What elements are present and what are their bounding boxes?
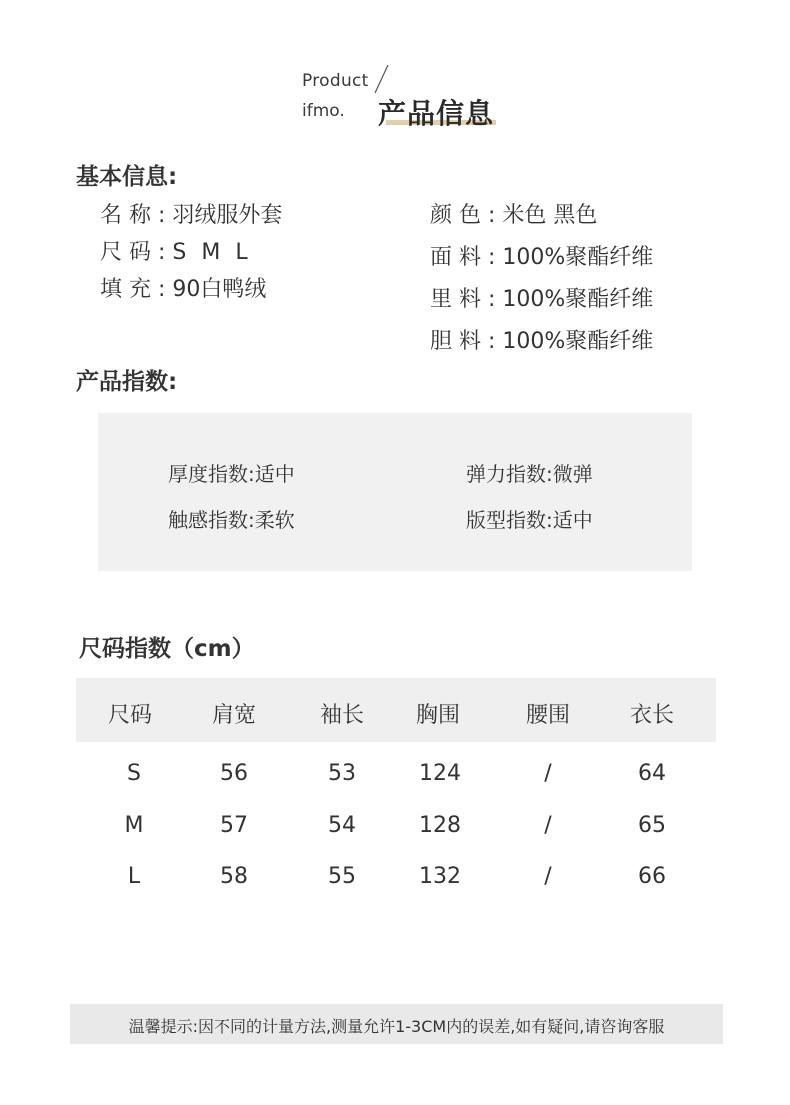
index-value: 柔软: [254, 508, 295, 532]
basic-item-color: 颜 色 : 米色 黑色: [430, 203, 598, 228]
index-value: 适中: [552, 508, 593, 532]
table-cell: L: [127, 864, 141, 889]
table-cell: 64: [638, 761, 666, 786]
index-label: 触感指数:: [168, 508, 255, 532]
basic-value: S M L: [172, 240, 252, 265]
basic-item-name: 名 称 : 羽绒服外套: [100, 203, 283, 228]
index-label: 厚度指数:: [168, 462, 255, 486]
header-cell-shoulder: 肩宽: [211, 703, 257, 728]
table-cell: 54: [328, 813, 356, 838]
basic-label: 尺 码: [100, 240, 151, 265]
header-cell-waist: 腰围: [525, 703, 571, 728]
header-cell-chest: 胸围: [415, 703, 461, 728]
tip-bar: [70, 1004, 723, 1044]
basic-label: 填 充: [100, 277, 151, 302]
table-cell: 53: [328, 761, 356, 786]
basic-label: 颜 色: [430, 203, 481, 228]
table-cell: 132: [419, 864, 461, 889]
table-cell: 66: [638, 864, 666, 889]
basic-label: 胆 料: [430, 329, 481, 354]
header-cell-length: 衣长: [629, 703, 675, 728]
table-cell: /: [544, 761, 552, 786]
index-value: 适中: [254, 462, 295, 486]
table-cell: 56: [220, 761, 248, 786]
basic-value: 100%聚酯纤维: [502, 287, 654, 312]
index-touch: [168, 504, 295, 533]
index-value: 微弹: [552, 462, 593, 486]
table-cell: 128: [419, 813, 461, 838]
header-cell-sleeve: 袖长: [319, 703, 365, 728]
basic-value: 羽绒服外套: [172, 203, 283, 228]
tip-text: 温馨提示:因不同的计量方法,测量允许1-3CM内的误差,如有疑问,请咨询客服: [128, 1017, 665, 1036]
page-title: 产品信息: [378, 97, 495, 130]
table-cell: 124: [419, 761, 461, 786]
table-cell: /: [544, 813, 552, 838]
table-cell: 58: [220, 864, 248, 889]
table-cell: 65: [638, 813, 666, 838]
table-cell: 55: [328, 864, 356, 889]
basic-item-inner: 胆 料 : 100%聚酯纤维: [430, 329, 654, 354]
basic-item-filling: 填 充 : 90白鸭绒: [100, 277, 267, 302]
size-table-header: [76, 678, 716, 742]
basic-label: 里 料: [430, 287, 481, 312]
table-cell: M: [124, 813, 144, 838]
index-label: 版型指数:: [466, 508, 553, 532]
basic-value: 90白鸭绒: [172, 277, 267, 302]
slash-decoration: [372, 64, 390, 94]
header-cell-size: 尺码: [107, 703, 153, 728]
basic-label: 面 料: [430, 245, 481, 270]
basic-item-fabric: 面 料 : 100%聚酯纤维: [430, 245, 654, 270]
basic-value: 米色 黑色: [502, 203, 598, 228]
basic-value: 100%聚酯纤维: [502, 329, 654, 354]
basic-label: 名 称: [100, 203, 151, 228]
product-index-panel: [98, 413, 692, 571]
index-thickness: [168, 458, 295, 487]
index-fit: [466, 504, 593, 533]
index-label: 弹力指数:: [466, 462, 553, 486]
basic-item-size: 尺 码 : S M L: [100, 240, 252, 265]
basic-value: 100%聚酯纤维: [502, 245, 654, 270]
basic-info-heading: 基本信息:: [76, 164, 178, 190]
basic-item-lining: 里 料 : 100%聚酯纤维: [430, 287, 654, 312]
product-index-heading: 产品指数:: [76, 369, 178, 395]
index-elasticity: [466, 458, 593, 487]
size-chart-heading: 尺码指数（cm）: [79, 636, 255, 662]
table-cell: 57: [220, 813, 248, 838]
table-cell: /: [544, 864, 552, 889]
table-cell: S: [127, 761, 141, 786]
header-en-line2: ifmo.: [302, 101, 345, 121]
header-en-line1: Product: [302, 71, 369, 91]
